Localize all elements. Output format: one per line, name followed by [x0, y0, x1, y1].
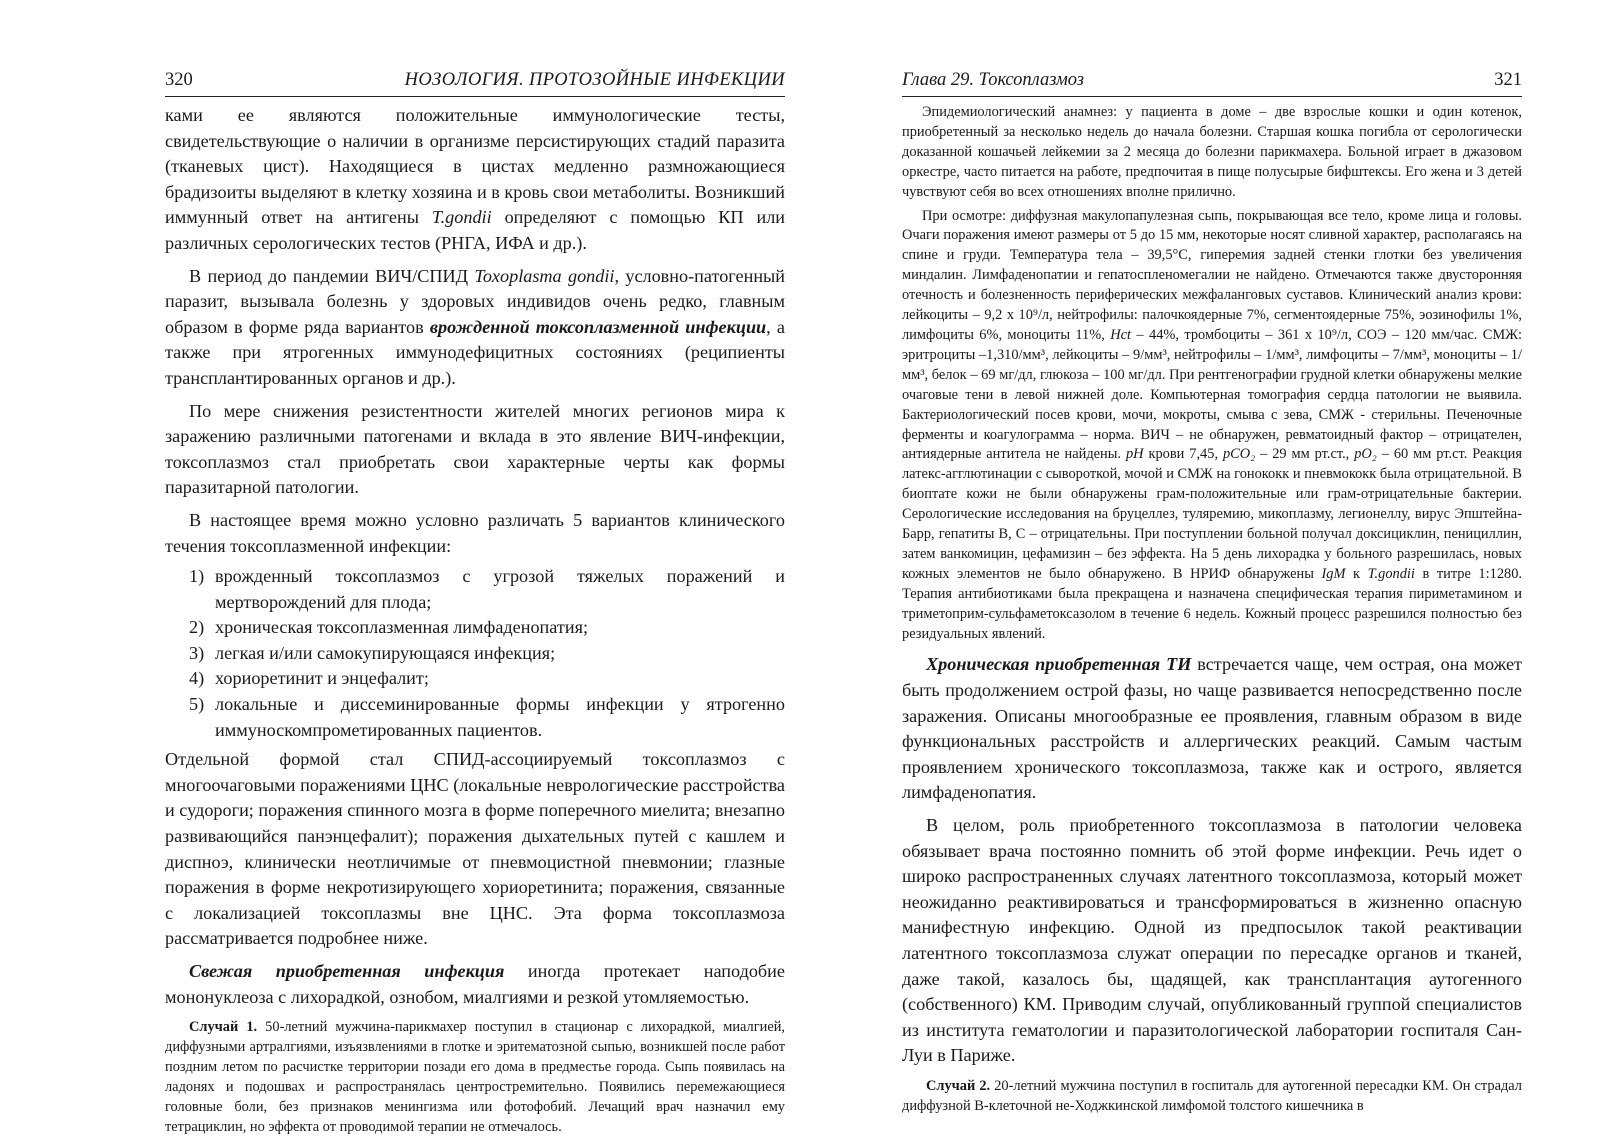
emphasis: врожденной токсоплазменной инфекции: [429, 316, 767, 337]
right-page-number: 321: [1494, 70, 1522, 90]
variant-list: [165, 564, 785, 743]
emphasis: Свежая приобретенная инфекция: [189, 961, 505, 981]
case-label: Случай 1.: [189, 1019, 258, 1036]
case-1: [165, 1018, 785, 1137]
case-1-continued: [902, 103, 1522, 644]
emphasis: Хроническая приобретенная ТИ: [926, 654, 1192, 675]
paragraph: В период до пандемии ВИЧ/СПИД Toxoplasma gondii, условно-патогенный паразит, вызывала болезнь у здоровых индивидов очень редко, главным образом в форме ряда вариантов врожденной токсоплазменной инфекции, а также при ятрогенных иммунодефицитных состояниях (реципиенты трансплантированных органов и др.).: [165, 265, 786, 388]
list-item: 2) хроническая токсоплазменная лимфаденопатия;: [189, 617, 588, 638]
case-paragraph: Случай 1. 50-летний мужчина-парикмахер поступил в стационар с лихорадкой, миалгией, диффузными артралгиями, изъязвлениями в глотке и эритематозной сыпью, возникшей после работ поздним летом по расчистке территории позади его дома в предместье города. Сыпь появилась на ладонях и подошвах и распространялась центростремительно. Появились перемежающиеся головные боли, без признаков менингизма или фотофобий. Лечащий врач назначил ему тетрациклин, но эффекта от проводимой терапии не отмечалось.: [165, 1019, 786, 1135]
list-item: 1) врожденный токсоплазмоз с угрозой тяжелых поражений и мертворождений для плода;: [189, 566, 785, 612]
chapter-title: Глава 29. Токсоплазмоз: [902, 70, 1085, 90]
list-item: 4) хориоретинит и энцефалит;: [189, 668, 429, 689]
right-page: [902, 70, 1522, 1117]
list-item: 5) локальные и диссеминированные формы инфекции у ятрогенно иммуноскомпрометированных пациентов.: [189, 694, 785, 740]
paragraph: В настоящее время можно условно различать 5 вариантов клинического течения токсоплазменной инфекции:: [165, 509, 785, 556]
left-running-title: НОЗОЛОГИЯ. ПРОТОЗОЙНЫЕ ИНФЕКЦИИ: [404, 70, 785, 90]
left-page: [165, 70, 785, 1138]
case-paragraph: Случай 2. 20-летний мужчина поступил в госпиталь для аутогенной пересадки КМ. Он страдал диффузной В-клеточной не-Ходжкинской лимфомой толстого кишечника в: [902, 1077, 1522, 1114]
paragraph: ками ее являются положительные иммунологические тесты, свидетельствующие о наличии в организме персистирующих стадий паразита (тканевых цист). Находящиеся в цистах медленно размножающиеся брадизоиты выделяют в клетку хозяина и в кровь свои метаболиты. Возникший иммунный ответ на антигены T.gondii определяют с помощью КП или различных серологических тестов (РНГА, ИФА и др.).: [165, 105, 786, 253]
left-page-header: [165, 70, 785, 97]
left-page-number: 320: [165, 70, 193, 90]
list-item: 3) легкая и/или самокупирующаяся инфекция;: [189, 642, 556, 663]
case-paragraph: При осмотре: диффузная макулопапулезная сыпь, покрывающая все тело, кроме лица и головы. Очаги поражения имеют размеры от 5 до 15 мм, некоторые носят сливной характер, располагаясь на спине и груди. Температура тела – 39,5°С, гиперемия задней стенки глотки без увеличения миндалин. Лимфаденопатии и гепатоспленомегалии не найдено. Отмечаются также двусторонняя отечность и болезненность периферических межфаланговых суставов. Клинический анализ крови: лейкоциты – 9,2 х 10⁹/л, нейтрофилы: палочкоядерные 7%, сегментоядерные 75%, эозинофилы 1%, лимфоциты 6%, моноциты 11%, Hct – 44%, тромбоциты – 361 х 10⁹/л, СОЭ – 120 мм/час. СМЖ: эритроциты –1,310/мм³, лейкоциты – 9/мм³, нейтрофилы – 1/мм³, лимфоциты – 7/мм³, моноциты – 1/мм³, белок – 69 мг/дл, глюкоза – 100 мг/дл. При рентгенографии грудной клетки обнаружены мелкие очаговые тени в левой нижней доле. Компьютерная томография сердца патологии не выявила. Бактериологический посев крови, мочи, мокроты, смыва с зева, СМЖ - стерильны. Печеночные ферменты и коагулограмма – норма. ВИЧ – не обнаружен, ревматоидный фактор – отрицателен, антиядерные антитела не найдены. pH крови 7,45, pCO₂ – 29 мм рт.ст., pO₂ – 60 мм рт.ст. Реакция латекс-агглютинации с сывороткой, мочой и СМЖ на гонококк и пневмококк была отрицательной. В биоптате кожи не были обнаружены грам-положительные или грам-отрицательные бактерии. Серологические исследования на бруцеллез, туляремию, микоплазму, легионеллу, вирус Эпштейна-Барр, гепатиты В, С – отрицательны. При поступлении больной получал доксициклин, пенициллин, затем ванкомицин, цефамизин – без эффекта. На 5 день лихорадка у больного разрешилась, новых кожных элементов не было обнаружено. В НРИФ обнаружены IgM к T.gondii в титре 1:1280. Терапия антибиотиками была прекращена и назначена специфическая терапия пириметамином и триметоприм-сульфаметоксазолом в течение 6 недель. Кожный процесс разрешился полностью без резидуальных явлений.: [902, 207, 1523, 642]
paragraph: Свежая приобретенная инфекция иногда протекает наподобие мононуклеоза с лихорадкой, ознобом, миалгиями и резкой утомляемостью.: [165, 961, 785, 1007]
paragraph: В целом, роль приобретенного токсоплазмоза в патологии человека обязывает врача постоянно помнить об этой форме инфекции. Речь идет о широко распространенных случаях латентного токсоплазмоза, который может неожиданно реактивироваться и трансформироваться в жизненно опасную манифестную инфекцию. Одной из предпосылок такой реактивации латентного токсоплазмоза служат операции по пересадке органов и тканей, даже такой, казалось бы, щадящей, как трансплантация аутогенного (собственного) КМ. Приводим случай, опубликованный группой специалистов из института гематологии и паразитологической лаборатории госпиталя Сан-Луи в Париже.: [902, 815, 1522, 1066]
case-2: [902, 1077, 1522, 1117]
case-label: Случай 2.: [926, 1077, 991, 1094]
paragraph: Отдельной формой стал СПИД-ассоциируемый токсоплазмоз с многоочаговыми поражениями ЦНС (локальные неврологические расстройства и судороги; поражения спинного мозга в форме поперечного миелита; внезапно развивающийся панэнцефалит); поражения дыхательных путей с кашлем и диспноэ, клинически неотличимые от пневмоцистной пневмонии; глазные поражения в форме некротизирующего хориоретинита; поражения, связанные с локализацией токсоплазмы вне ЦНС. Эта форма токсоплазмоза рассматривается подробнее ниже.: [165, 749, 785, 949]
case-paragraph: Эпидемиологический анамнез: у пациента в доме – две взрослые кошки и один котенок, приобретенный за несколько недель до начала болезни. Старшая кошка погибла от серологически доказанной кошачьей лейкемии за 2 месяца до болезни парикмахера. Больной играет в джазовом оркестре, часто питается на работе, предпочитая в пище полусырые бифштексы. Его жена и 3 детей чувствуют себя во всех отношениях вполне прилично.: [902, 104, 1522, 200]
right-page-header: [902, 70, 1522, 97]
right-page-body: [902, 652, 1522, 1069]
paragraph: По мере снижения резистентности жителей многих регионов мира к заражению различными патогенами и вклада в это явление ВИЧ-инфекции, токсоплазмоз стал приобретать свои характерные черты как формы паразитарной патологии.: [165, 400, 785, 498]
left-page-body: [165, 103, 785, 1010]
paragraph: Хроническая приобретенная ТИ встречается чаще, чем острая, она может быть продолжением острой фазы, но чаще развивается непосредственно после заражения. Описаны многообразные ее проявления, главным образом в виде функциональных расстройств и аллергических реакций. Самым частым проявлением хронического токсоплазмоза, также как и острого, является лимфаденопатия.: [902, 654, 1522, 803]
